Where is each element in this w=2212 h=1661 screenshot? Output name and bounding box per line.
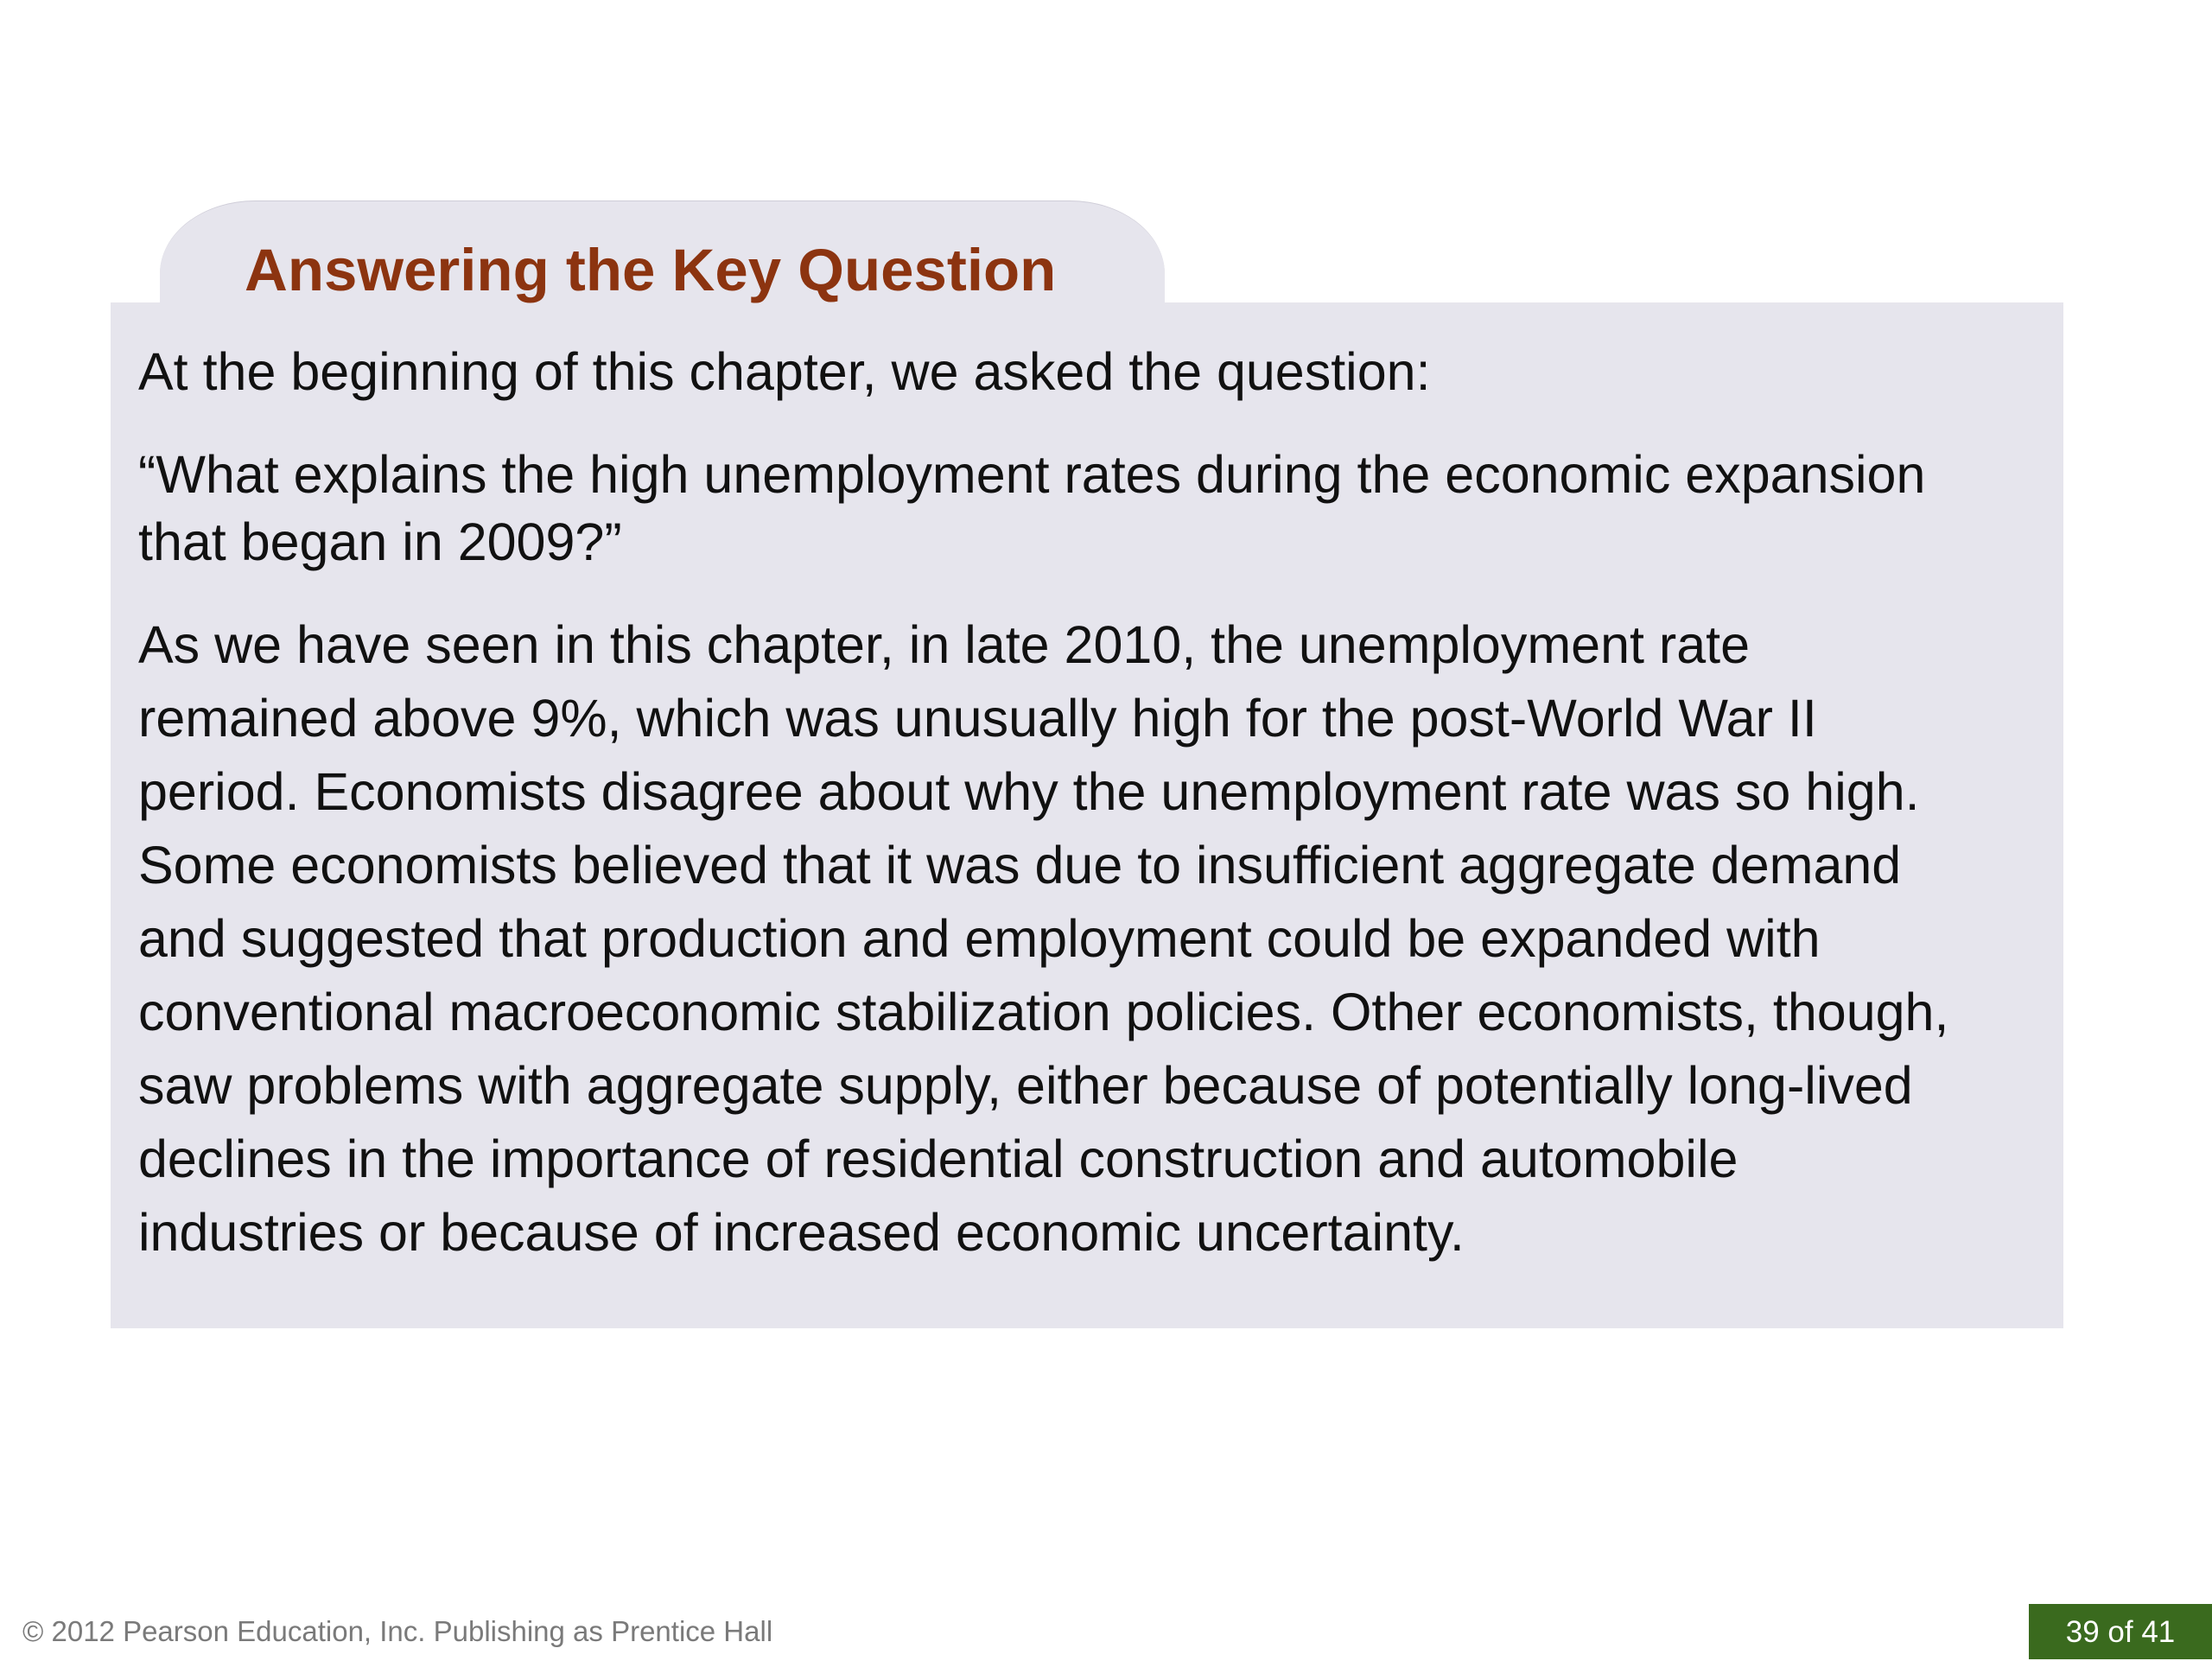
answer-line: As we have seen in this chapter, in late 2010, the unemployment rate <box>138 615 1751 674</box>
key-question <box>138 441 1925 576</box>
answer-line: period. Economists disagree about why the unemployment rate was so high. <box>138 762 1920 821</box>
answer-line: and suggested that production and employment could be expanded with <box>138 909 1821 968</box>
answer-line: declines in the importance of residential construction and automobile <box>138 1130 1738 1188</box>
intro-paragraph: At the beginning of this chapter, we asked the question: <box>138 342 1431 401</box>
page-indicator: 39 of 41 <box>2029 1604 2212 1659</box>
answer-line: Some economists believed that it was due to insufficient aggregate demand <box>138 836 1902 894</box>
question-line: “What explains the high unemployment rates during the economic expansion <box>138 445 1926 504</box>
slide-title: Answering the Key Question <box>245 237 1057 303</box>
answer-paragraph <box>138 608 1948 1270</box>
answer-line: saw problems with aggregate supply, either because of potentially long-lived <box>138 1056 1913 1115</box>
question-line: that began in 2009?” <box>138 512 622 571</box>
answer-line: remained above 9%, which was unusually high for the post-World War II <box>138 689 1817 748</box>
copyright-notice: © 2012 Pearson Education, Inc. Publishing as Prentice Hall <box>22 1615 773 1647</box>
answer-line: conventional macroeconomic stabilization policies. Other economists, though, <box>138 983 1949 1041</box>
answer-line: industries or because of increased economic uncertainty. <box>138 1203 1465 1262</box>
